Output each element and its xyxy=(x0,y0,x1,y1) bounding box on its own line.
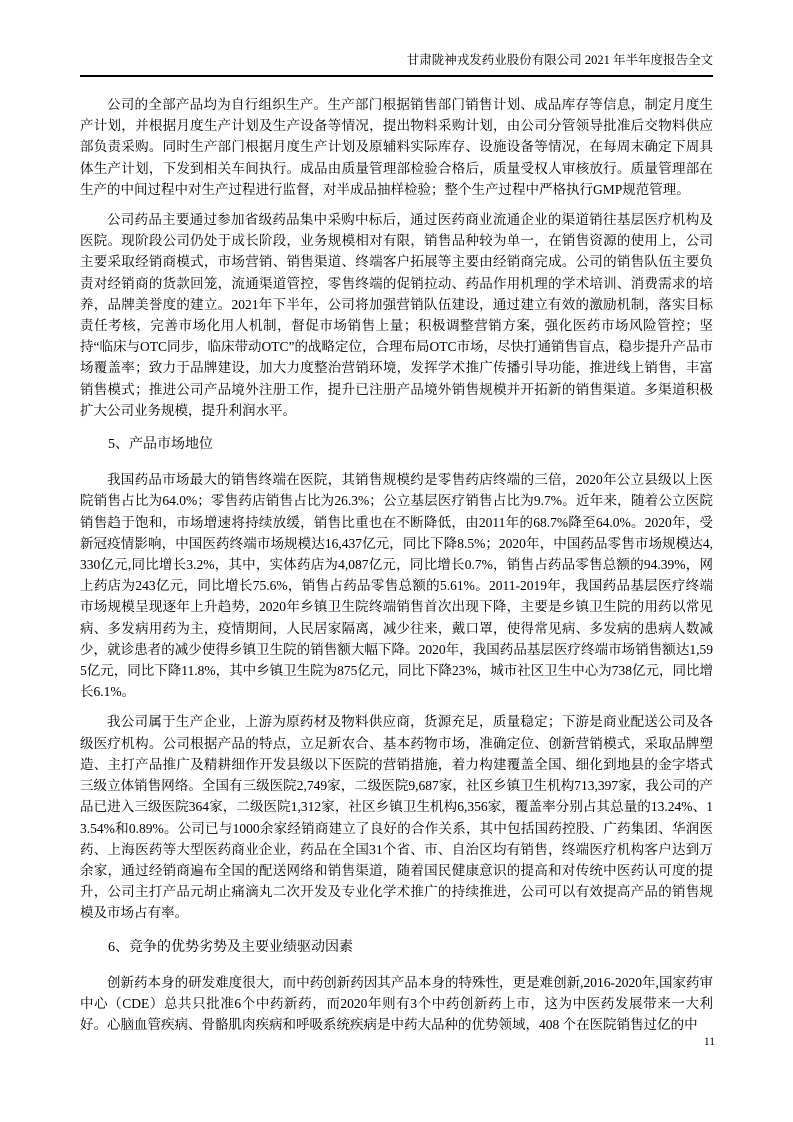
paragraph-competition-drivers: 创新药本身的研发难度很大，而中药创新药因其产品本身的特殊性，更是难创新,2016-2020年,国家药审中心（CDE）总共只批准6个中药新药，而2020年则有3个中药创新药上市，这为中医药发展带来一大利好。心脑血管疾病、骨骼肌肉疾病和呼吸系统疾病是中药大品种的优势领域，408 个在医院销售过亿的中 xyxy=(80,974,713,1033)
section-heading-competition: 6、竞争的优势劣势及主要业绩驱动因素 xyxy=(108,939,353,955)
paragraph-company-network: 我公司属于生产企业，上游为原药材及物料供应商，货源充足，质量稳定；下游是商业配送公司及各级医疗机构。公司根据产品的特点，立足新农合、基本药物市场，准确定位、创新营销模式，采取品牌塑造、主打产品推广及精耕细作开发县级以下医院的营销措施，着力构建覆盖全国、细化到地县的金字塔式三级立体销售网络。全国有三级医院2,749家，二级医院9,687家，社区乡镇卫生机构713,397家，我公司的产品已进入三级医院364家，二级医院1,312家，社区乡镇卫生机构6,356家，覆盖率分别占其总量的13.24%、13.54%和0.89%。公司已与1000余家经销商建立了良好的合作关系，其中包括国药控股、广药集团、华润医药、上海医药等大型医药商业企业，药品在全国31个省、市、自治区均有销售，终端医疗机构客户达到万余家，通过经销商遍布全国的配送网络和销售渠道，随着国民健康意识的提高和对传统中医药认可度的提升，公司主打产品元胡止痛滴丸二次开发及专业化学术推广的持续推进，公司可以有效提高产品的销售规模及市场占有率。 xyxy=(80,714,713,921)
document-body xyxy=(80,94,713,1044)
section-heading-market-position: 5、产品市场地位 xyxy=(108,437,213,453)
page-header xyxy=(80,52,713,77)
paragraph-market-position: 我国药品市场最大的销售终端在医院，其销售规模约是零售药店终端的三倍，2020年公立县级以上医院销售占比为64.0%；零售药店销售占比为26.3%；公立基层医疗销售占比为9.7%。近年来，随着公立医院销售趋于饱和，市场增速将持续放缓，销售比重也在不断降低，由2011年的68.7%降至64.0%。2020年，受新冠疫情影响，中国医药终端市场规模达16,437亿元，同比下降8.5%；2020年，中国药品零售市场规模达4,330亿元,同比增长3.2%，其中，实体药店为4,087亿元，同比增长0.7%，销售占药品零售总额的94.39%，网上药店为243亿元，同比增长75.6%，销售占药品零售总额的5.61%。2011-2019年，我国药品基层医疗终端市场规模呈现逐年上升趋势，2020年乡镇卫生院终端销售首次出现下降，主要是乡镇卫生院的用药以常见病、多发病用药为主，疫情期间，人民居家隔离，减少往来，戴口罩，使得常见病、多发病的患病人数减少，就诊患者的减少使得乡镇卫生院的销售额大幅下降。2020年，我国药品基层医疗终端市场销售额达1,595亿元，同比下降11.8%，其中乡镇卫生院为875亿元，同比下降23%，城市社区卫生中心为738亿元，同比增长6.1%。 xyxy=(80,472,713,700)
paragraph-sales-model: 公司药品主要通过参加省级药品集中采购中标后，通过医药商业流通企业的渠道销往基层医疗机构及医院。现阶段公司仍处于成长阶段，业务规模相对有限，销售品种较为单一，在销售资源的使用上，公司主要采取经销商模式，市场营销、销售渠道、终端客户拓展等主要由经销商完成。公司的销售队伍主要负责对经销商的货款回笼，流通渠道管控，零售终端的促销拉动、药品作用机理的学术培训、消费需求的培养，品牌美誉度的建立。2021年下半年，公司将加强营销队伍建设，通过建立有效的激励机制，落实目标责任考核，完善市场化用人机制，督促市场销售上量；积极调整营销方案，强化医药市场风险管控；坚持“临床与OTC同步，临床带动OTC”的战略定位，合理布局OTC市场，尽快打通销售盲点，稳步提升产品市场覆盖率；致力于品牌建设，加大力度整治营销环境，发挥学术推广传播引导功能，推进线上销售，丰富销售模式；推进公司产品境外注册工作，提升已注册产品境外销售规模并开拓新的销售渠道。多渠道积极扩大公司业务规模，提升利润水平。 xyxy=(80,212,713,418)
paragraph-production-process: 公司的全部产品均为自行组织生产。生产部门根据销售部门销售计划、成品库存等信息，制定月度生产计划，并根据月度生产计划及生产设备等情况，提出物料采购计划，由公司分管领导批准后交物料供应部负责采购。同时生产部门根据月度生产计划及原辅料实际库存、设施设备等情况，在每周末确定下周具体生产计划，下发到相关车间执行。成品由质量管理部检验合格后，质量受权人审核放行。质量管理部在生产的中间过程中对生产过程进行监督，对半成品抽样检验；整个生产过程中严格执行GMP规范管理。 xyxy=(80,97,713,197)
page-number: 11 xyxy=(703,1036,715,1048)
header-title: 甘肃陇神戎发药业股份有限公司 2021 年半年度报告全文 xyxy=(406,53,713,67)
